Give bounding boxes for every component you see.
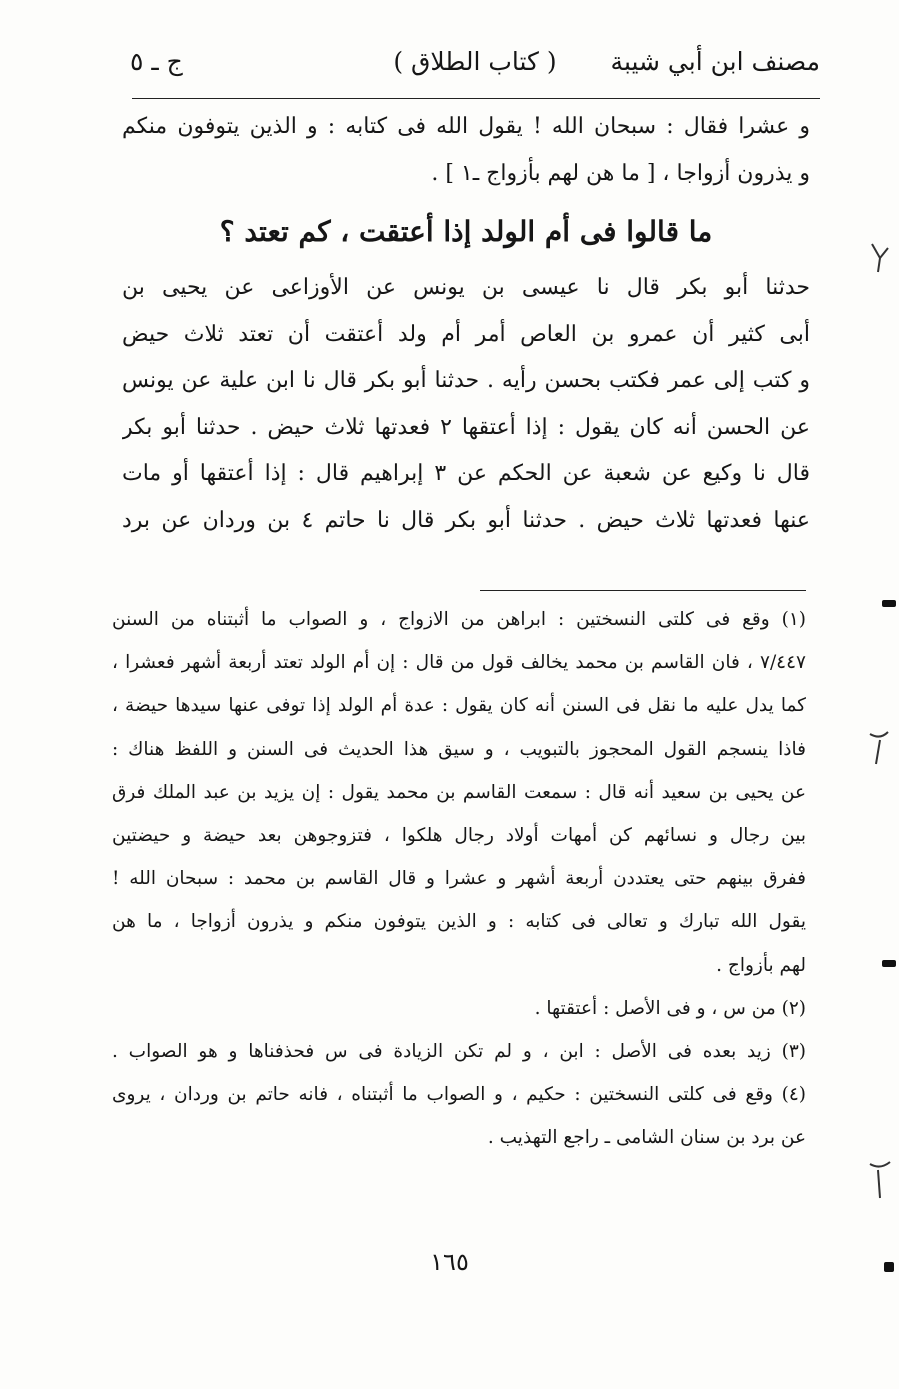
text-line: قال نا وكيع عن شعبة عن الحكم عن ٣ إبراهيم قال : إذا أعتقها أو مات: [122, 461, 810, 486]
footnote-line: ٧/٤٤٧ ، فان القاسم بن محمد يخالف قول من قال : إن أم الولد تعتد أربعة أشهر فعشرا ،: [112, 652, 806, 674]
text-line: و عشرا فقال : سبحان الله ! يقول الله فى كتابه : و الذين يتوفون منكم: [122, 114, 810, 139]
footnote-line: بين رجال و نسائهم كن أمهات أولاد رجال هلكوا ، فتزوجوهن بعد حيضة و حيضتين: [112, 825, 806, 847]
section-title: ما قالوا فى أم الولد إذا أعتقت ، كم تعتد ؟: [219, 215, 713, 248]
margin-dash-icon: [882, 960, 896, 967]
header-rule: [132, 98, 820, 99]
footnote-line: كما يدل عليه ما نقل فى السنن أنه كان يقول : عدة أم الولد إذا توفى عنها سيدها حيضة ،: [112, 695, 806, 717]
page-number: ١٦٥: [430, 1248, 469, 1276]
footnote-line: (٢) من س ، و فى الأصل : أعتقتها .: [534, 997, 806, 1019]
text-line: و كتب إلى عمر فكتب بحسن رأيه . حدثنا أبو بكر قال نا ابن علية عن يونس: [122, 368, 810, 393]
footnote-line: (٣) زيد بعده فى الأصل : ابن ، و لم تكن الزيادة فى س فحذفناها و هو الصواب .: [112, 1041, 806, 1063]
book-title: مصنف ابن أبي شيبة: [610, 47, 820, 76]
footnote-line: لهم بأزواج .: [716, 954, 806, 976]
text-line: عن الحسن أنه كان يقول : إذا أعتقها ٢ فعدتها ثلاث حيض . حدثنا أبو بكر: [122, 414, 810, 440]
margin-dash-icon: [882, 600, 896, 607]
footnotes: [112, 598, 806, 1160]
text-line: و يذرون أزواجا ، [ ما هن لهم بأزواج ـ١ ] .: [431, 160, 810, 186]
footnote-rule: [480, 590, 806, 591]
margin-mark-icon: [866, 728, 892, 768]
footnote-line: فاذا ينسجم القول المحجوز بالتبويب ، و سيق هذا الحديث فى السنن و اللفظ هناك :: [112, 738, 806, 760]
margin-mark-icon: [868, 240, 892, 276]
text-line: حدثنا أبو بكر قال نا عيسى بن يونس عن الأوزاعى عن يحيى بن: [122, 275, 810, 300]
text-line: عنها فعدتها ثلاث حيض . حدثنا أبو بكر قال نا حاتم ٤ بن وردان عن برد: [122, 507, 810, 533]
footnote-line: (٤) وقع فى كلتى النسختين : حكيم ، و الصواب ما أثبتناه ، فانه حاتم بن وردان ، يروى: [112, 1084, 806, 1106]
text-line: أبى كثير أن عمرو بن العاص أمر أم ولد أعتقت أن تعتد ثلاث حيض: [122, 321, 810, 347]
main-text: [122, 104, 810, 544]
running-header: [130, 44, 820, 84]
volume-label: ج ـ ٥: [130, 47, 183, 76]
margin-dash-icon: [884, 1262, 894, 1272]
margin-mark-icon: [866, 1158, 894, 1202]
chapter-title: ( كتاب الطلاق ): [393, 47, 557, 76]
footnote-line: عن برد بن سنان الشامى ـ راجع التهذيب .: [487, 1127, 806, 1149]
footnote-line: (١) وقع فى كلتى النسختين : ابراهن من الازواج ، و الصواب ما أثبتناه من السنن: [112, 609, 806, 630]
footnote-line: يقول الله تبارك و تعالى فى كتابه : و الذين يتوفون منكم و يذرون أزواجا ، ما هن: [112, 911, 806, 933]
footnote-line: عن يحيى بن سعيد أنه قال : سمعت القاسم بن محمد يقول : إن يزيد بن عبد الملك فرق: [112, 781, 806, 803]
footnote-line: ففرق بينهم حتى يعتددن أربعة أشهر و عشرا و قال القاسم بن محمد : سبحان الله !: [112, 868, 806, 890]
